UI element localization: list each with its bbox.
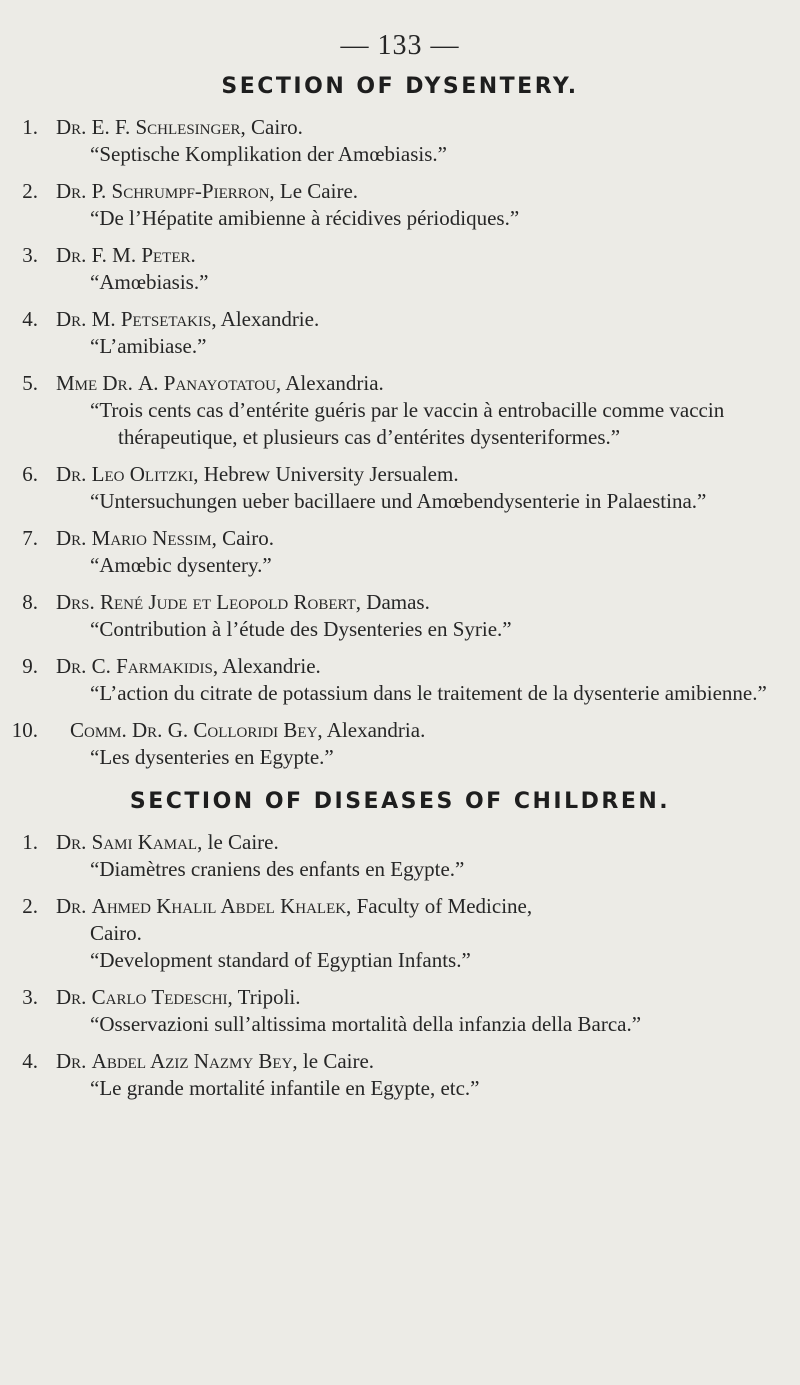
entry-number: 5. — [22, 371, 38, 395]
entry-number: 7. — [22, 526, 38, 550]
entry-author: Dr. E. F. Schlesinger, Cairo. — [56, 115, 303, 139]
entry-author: Dr. Abdel Aziz Nazmy Bey, le Caire. — [56, 1049, 375, 1073]
entry-title: “De l’Hépatite amibienne à récidives périodiques.” — [90, 206, 520, 230]
entry-number: 4. — [22, 1049, 38, 1073]
entry-title: “Trois cents cas d’entérite guéris par le vaccin à entrobacille comme vaccin thérapeutique, et plusieurs cas d’entérites dysenteriformes.” — [90, 398, 725, 449]
entry-author: Mme Dr. A. Panayotatou, Alexandria. — [56, 371, 384, 395]
entry-author: Dr. P. Schrumpf-Pierron, Le Caire. — [56, 179, 359, 203]
entry-number: 2. — [22, 179, 38, 203]
entry-number: 1. — [22, 115, 38, 139]
entry-number: 9. — [22, 654, 38, 678]
section-title-dysentery: SECTION OF DYSENTERY. — [221, 74, 579, 99]
entry-title: “Untersuchungen ueber bacillaere und Amœbendysenterie in Palaestina.” — [90, 489, 707, 513]
section-title-children: SECTION OF DISEASES OF CHILDREN. — [129, 789, 671, 814]
entry-title: “Osservazioni sull’altissima mortalità della infanzia della Barca.” — [90, 1012, 642, 1036]
entry-number: 10. — [11, 718, 38, 742]
entry-number: 8. — [22, 590, 38, 614]
entry-title: “Diamètres craniens des enfants en Egypte.” — [90, 857, 465, 881]
entry-number: 4. — [22, 307, 38, 331]
entry-title: “L’action du citrate de potassium dans le traitement de la dysenterie amibienne.” — [90, 681, 767, 705]
entry-author: Drs. René Jude et Leopold Robert, Damas. — [56, 590, 430, 614]
entry-number: 3. — [22, 243, 38, 267]
entry-number: 6. — [22, 462, 38, 486]
entry-author: Dr. F. M. Peter. — [56, 243, 196, 267]
entry-title: “Septische Komplikation der Amœbiasis.” — [90, 142, 447, 166]
entry-author: Dr. Mario Nessim, Cairo. — [56, 526, 275, 550]
entry-title: “Development standard of Egyptian Infants.” — [90, 948, 471, 972]
entry-author: Dr. Carlo Tedeschi, Tripoli. — [56, 985, 301, 1009]
entry-author: Dr. Ahmed Khalil Abdel Khalek, Faculty of Medicine, — [56, 894, 533, 918]
entry-author: Dr. Sami Kamal, le Caire. — [56, 830, 279, 854]
entry-title: “Contribution à l’étude des Dysenteries en Syrie.” — [90, 617, 512, 641]
entry-title: “Le grande mortalité infantile en Egypte, etc.” — [90, 1076, 480, 1100]
page-number: — 133 — — [340, 30, 460, 61]
entry-author: Dr. M. Petsetakis, Alexandrie. — [56, 307, 320, 331]
entry-number: 1. — [22, 830, 38, 854]
entry-author: Dr. Leo Olitzki, Hebrew University Jersualem. — [56, 462, 459, 486]
entry-title: “Amœbiasis.” — [90, 270, 209, 294]
entry-number: 3. — [22, 985, 38, 1009]
entry-title: “Amœbic dysentery.” — [90, 553, 272, 577]
entry-number: 2. — [22, 894, 38, 918]
entry-title: “Les dysenteries en Egypte.” — [90, 745, 334, 769]
entry-location-cont: Cairo. — [90, 921, 142, 945]
entry-author: Dr. C. Farmakidis, Alexandrie. — [56, 654, 321, 678]
entry-author: Comm. Dr. G. Colloridi Bey, Alexandria. — [70, 718, 426, 742]
entry-title: “L’amibiase.” — [90, 334, 207, 358]
